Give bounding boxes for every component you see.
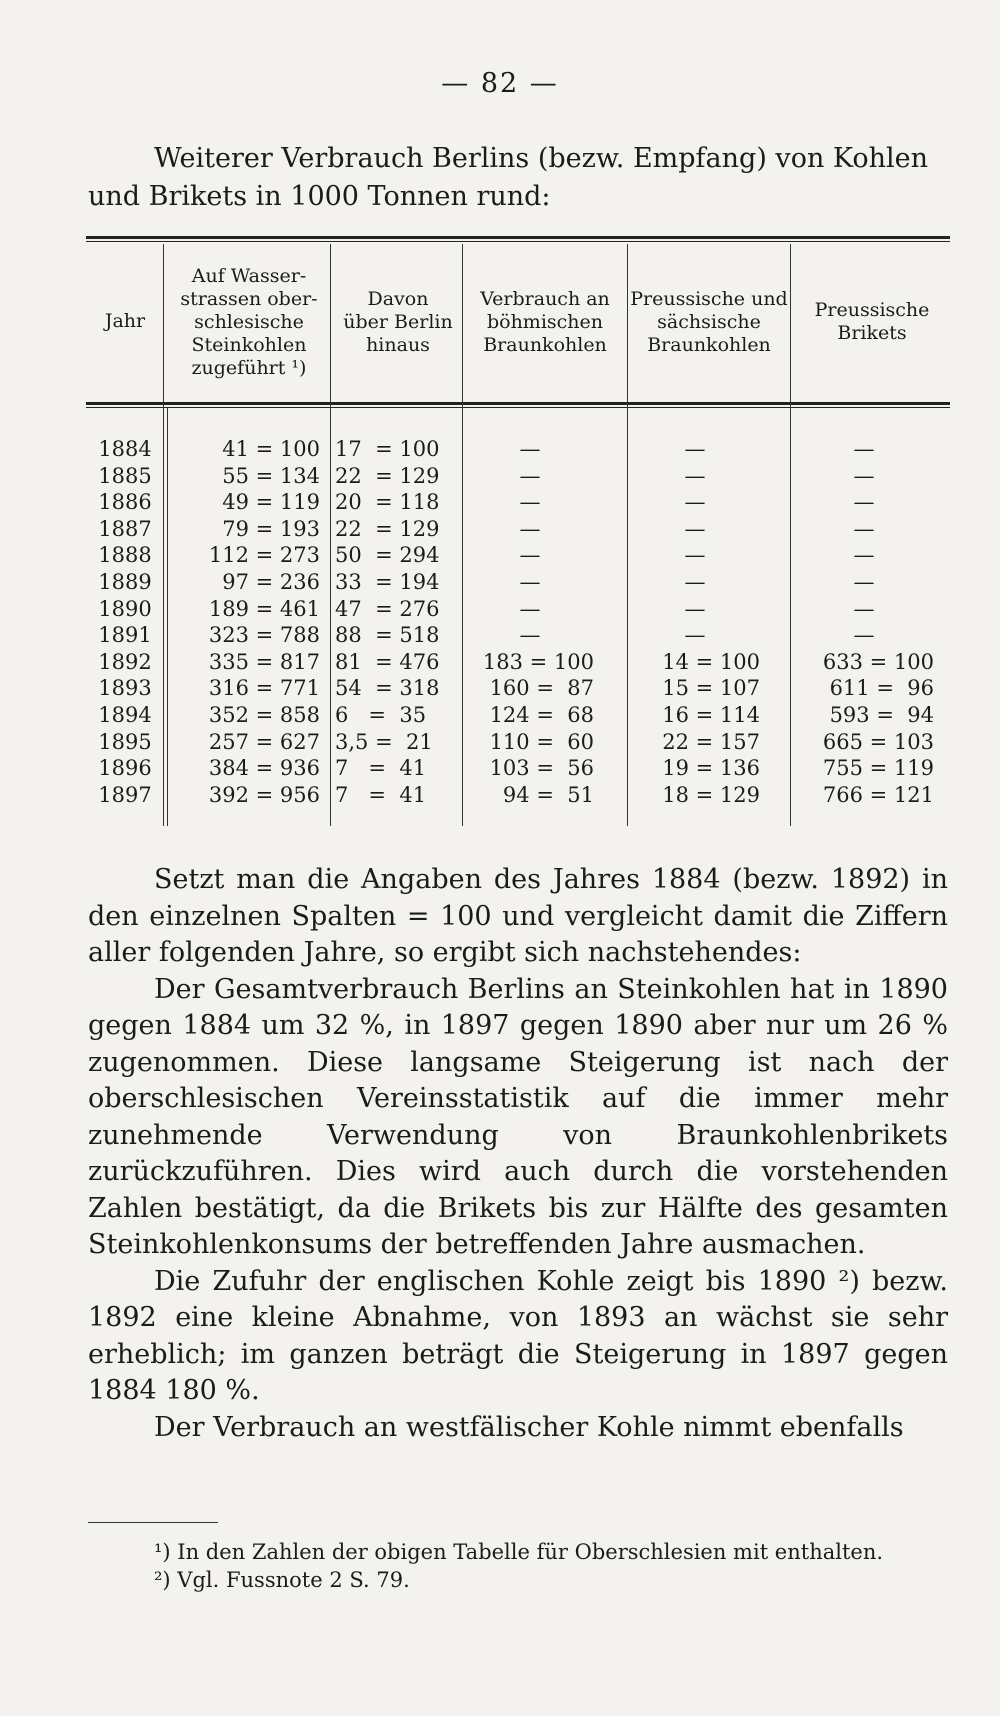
table-cell: 81 = 476 — [335, 649, 440, 674]
table-cell: 22 = 129 — [335, 463, 440, 488]
paragraph: Die Zufuhr der englischen Kohle zeigt bis 1890 ²) bezw. 1892 eine kleine Abnahme, von 1893 an wächst sie sehr erheblich; im ganzen beträgt die Steigerung in 1897 gegen 1884 180 %. — [88, 1265, 948, 1406]
table-cell: 335 = 817 — [208, 649, 320, 674]
table-cell-year: 1884 — [98, 437, 152, 461]
table-cell: — — [519, 596, 541, 621]
header-ueber-berlin-hinaus: Davon über Berlin hinaus — [343, 287, 453, 356]
paragraph: Setzt man die Angaben des Jahres 1884 (bezw. 1892) in den einzelnen Spalten = 100 und vergleicht damit die Ziffern aller folgenden Jahre, so ergibt sich nachstehendes: — [88, 864, 948, 968]
table-cell: 384 = 936 — [208, 756, 320, 781]
footnotes — [88, 1538, 948, 1594]
table-cell: — — [684, 516, 706, 541]
table-cell: 18 = 129 — [662, 782, 760, 807]
table-cell: — — [853, 490, 875, 515]
table-cell: 755 = 119 — [822, 756, 934, 781]
table-cell: 97 = 236 — [222, 570, 320, 594]
table-cell: 33 = 194 — [335, 570, 440, 594]
table-cell: 160 = 87 — [489, 676, 594, 701]
table-cell: 593 = 94 — [829, 703, 934, 727]
table-cell: 352 = 858 — [208, 703, 320, 727]
table-cell: 124 = 68 — [489, 703, 594, 727]
table-cell: — — [519, 437, 541, 461]
table-cell: 94 = 51 — [502, 782, 594, 807]
table-top-rule-thin — [86, 241, 950, 242]
table-cell-year: 1889 — [98, 570, 152, 594]
table-cell: 633 = 100 — [822, 649, 934, 674]
paragraph: Der Verbrauch an westfälischer Kohle nimmt ebenfalls — [154, 1411, 904, 1443]
table-cell: 17 = 100 — [335, 437, 440, 461]
footnote: ¹) In den Zahlen der obigen Tabelle für Oberschlesien mit enthalten. — [154, 1540, 884, 1564]
table-cell: — — [519, 543, 541, 568]
table-cell-year: 1885 — [98, 463, 152, 488]
table-cell: 22 = 129 — [335, 516, 440, 541]
table-cell: 112 = 273 — [208, 543, 320, 568]
table-top-rule — [86, 236, 950, 239]
table-cell: 55 = 134 — [222, 463, 320, 488]
table-cell: 7 = 41 — [335, 756, 427, 781]
table-cell: — — [519, 623, 541, 648]
table-cell: — — [853, 570, 875, 594]
table-cell: — — [853, 463, 875, 488]
header-jahr: Jahr — [104, 310, 146, 332]
header-oberschlesische-steinkohlen: Auf Wasser-strassen ober-schlesische Steinkohlen zugeführt ¹) — [180, 264, 318, 379]
table-cell-year: 1896 — [98, 756, 152, 781]
footnote: ²) Vgl. Fussnote 2 S. 79. — [154, 1568, 410, 1592]
table-cell: 7 = 41 — [335, 782, 427, 807]
table-cell-year: 1886 — [98, 490, 152, 515]
table-cell-year: 1887 — [98, 516, 152, 541]
table-cell: 50 = 294 — [335, 543, 440, 568]
column-divider — [167, 408, 168, 826]
table-cell: — — [853, 623, 875, 648]
table-cell: 665 = 103 — [822, 729, 934, 754]
table-cell: 54 = 318 — [335, 676, 440, 701]
table-cell: 110 = 60 — [489, 729, 594, 754]
table-cell-year: 1891 — [98, 623, 152, 648]
table-cell-year: 1892 — [98, 649, 152, 674]
header-preussische-brikets: Preussische Brikets — [814, 299, 930, 344]
table-cell: 316 = 771 — [208, 676, 320, 701]
table-cell-year: 1894 — [98, 703, 152, 727]
table-cell: — — [519, 463, 541, 488]
table-cell: — — [853, 437, 875, 461]
table-cell: 15 = 107 — [662, 676, 760, 701]
header-preussische-saechsische-braunkohlen: Preussische und sächsische Braunkohlen — [630, 287, 788, 356]
table-cell: 49 = 119 — [222, 490, 320, 515]
column-divider — [330, 244, 331, 826]
footnote-divider — [88, 1522, 218, 1523]
table-cell-year: 1895 — [98, 729, 152, 754]
table-cell: 323 = 788 — [208, 623, 320, 648]
table-cell: 22 = 157 — [662, 729, 760, 754]
table-cell: 47 = 276 — [335, 596, 440, 621]
table-cell: — — [519, 516, 541, 541]
table-cell-year: 1897 — [98, 782, 152, 807]
table-cell: 189 = 461 — [208, 596, 320, 621]
paragraph: Der Gesamtverbrauch Berlins an Steinkohlen hat in 1890 gegen 1884 um 32 %, in 1897 gegen 1890 aber nur um 26 % zugenommen. Diese langsame Steigerung ist nach der oberschlesischen Vereinsstatistik auf die immer mehr zunehmende Verwendung von Braunkohlenbrikets zurückzuführen. Dies wird auch durch die vorstehenden Zahlen bestätigt, da die Brikets bis zur Hälfte des gesamten Steinkohlenkonsums der betreffenden Jahre ausmachen. — [88, 973, 948, 1260]
table-cell: — — [519, 570, 541, 594]
table-cell-year: 1888 — [98, 543, 152, 568]
table-cell: 3,5 = 21 — [335, 729, 433, 754]
table-cell: — — [684, 490, 706, 515]
column-divider — [462, 244, 463, 826]
table-cell-year: 1890 — [98, 596, 152, 621]
table-cell: 79 = 193 — [222, 516, 320, 541]
table-title-line-1: Weiterer Verbrauch Berlins (bezw. Empfang) von Kohlen — [154, 143, 929, 174]
table-cell: — — [684, 570, 706, 594]
table-cell: — — [684, 623, 706, 648]
page-number: — 82 — — [441, 68, 559, 99]
table-cell: 88 = 518 — [335, 623, 440, 648]
table-cell: 611 = 96 — [829, 676, 934, 701]
table-cell: — — [519, 490, 541, 515]
table-header-rule-thin — [86, 407, 950, 408]
table-cell: 392 = 956 — [208, 782, 320, 807]
table-cell: — — [853, 596, 875, 621]
table-cell: 183 = 100 — [482, 649, 594, 674]
table-cell: 41 = 100 — [222, 437, 320, 461]
table-cell-year: 1893 — [98, 676, 152, 701]
table-cell: — — [684, 543, 706, 568]
column-divider — [790, 244, 791, 826]
table-header-rule — [86, 402, 950, 405]
table-cell: 16 = 114 — [662, 703, 760, 727]
column-divider — [163, 244, 164, 826]
table-cell: — — [684, 596, 706, 621]
table-cell: — — [853, 516, 875, 541]
table-title — [88, 140, 948, 216]
table-cell: 14 = 100 — [662, 649, 760, 674]
table-cell: 19 = 136 — [662, 756, 760, 781]
table-title-line-2: und Brikets in 1000 Tonnen rund: — [88, 181, 551, 212]
table-cell: — — [684, 463, 706, 488]
table-cell: 257 = 627 — [208, 729, 320, 754]
table-cell: — — [684, 437, 706, 461]
table-cell: 6 = 35 — [335, 703, 427, 727]
table-cell: 766 = 121 — [822, 782, 934, 807]
header-boehmische-braunkohlen: Verbrauch an böhmischen Braunkohlen — [480, 287, 610, 356]
table-cell: — — [853, 543, 875, 568]
column-divider — [627, 244, 628, 826]
body-text — [88, 862, 948, 1446]
table-cell: 20 = 118 — [335, 490, 440, 515]
table-cell: 103 = 56 — [489, 756, 594, 781]
